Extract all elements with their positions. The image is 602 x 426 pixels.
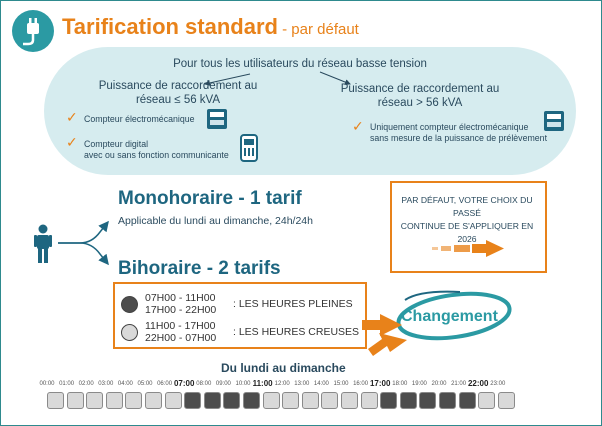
offpeak-times: 11H00 - 17H00 22H00 - 07H00 bbox=[145, 320, 217, 344]
timeline-hour-label: 13:00 bbox=[294, 381, 310, 387]
timeline-cell-off bbox=[321, 392, 338, 409]
checkmark-icon: ✓ bbox=[66, 134, 78, 150]
timeline-cell-off bbox=[67, 392, 84, 409]
timeline-cell-off bbox=[125, 392, 142, 409]
timeline-cell-off bbox=[478, 392, 495, 409]
timeline-hour-label: 23:00 bbox=[490, 381, 506, 387]
peak-label: : LES HEURES PLEINES bbox=[233, 298, 353, 310]
timeline-cell-off bbox=[282, 392, 299, 409]
timeline-cell-off bbox=[302, 392, 319, 409]
offpeak-label: : LES HEURES CREUSES bbox=[233, 326, 360, 338]
network-intro: Pour tous les utilisateurs du réseau basse tension bbox=[173, 58, 427, 70]
timeline-hour-label: 22:00 bbox=[467, 379, 489, 388]
timeline-cell-off bbox=[106, 392, 123, 409]
timeline-hour-label: 00:00 bbox=[39, 381, 55, 387]
timeline-hour-label: 02:00 bbox=[78, 381, 94, 387]
peak-times: 07H00 - 11H00 17H00 - 22H00 bbox=[145, 292, 217, 316]
timeline-cell-peak bbox=[223, 392, 240, 409]
checkmark-icon: ✓ bbox=[66, 109, 78, 125]
timeline-hour-label: 04:00 bbox=[117, 381, 133, 387]
change-label: Changement bbox=[401, 308, 498, 325]
timeline-hour-label: 03:00 bbox=[98, 381, 114, 387]
timeline-hour-label: 14:00 bbox=[313, 381, 329, 387]
timeline-hour-label: 17:00 bbox=[369, 379, 391, 388]
timeline-cell-peak bbox=[459, 392, 476, 409]
right-item-1: Uniquement compteur électromécanique sans mesure de la puissance de prélèvement bbox=[370, 122, 548, 143]
left-item-1: Compteur électromécanique bbox=[84, 114, 195, 124]
timeline-cell-peak bbox=[204, 392, 221, 409]
timeline-hour-label: 11:00 bbox=[252, 379, 273, 388]
timeline-cell-peak bbox=[380, 392, 397, 409]
timeline-hour-label: 07:00 bbox=[173, 379, 195, 388]
timeline-cell-off bbox=[47, 392, 64, 409]
timeline-cell-off bbox=[498, 392, 515, 409]
timeline-hour-label: 10:00 bbox=[235, 381, 251, 387]
page-subtitle: - par défaut bbox=[277, 21, 359, 38]
right-heading: Puissance de raccordement au réseau > 56 kVA bbox=[340, 83, 500, 109]
timeline-cell-peak bbox=[400, 392, 417, 409]
default-choice-text: PAR DÉFAUT, VOTRE CHOIX DU PASSÉ CONTINUE DE S'APPLIQUER EN 2026 bbox=[400, 195, 534, 244]
timeline-cell-off bbox=[263, 392, 280, 409]
timeline-cell-off bbox=[145, 392, 162, 409]
left-item-2: Compteur digital avec ou sans fonction communicante bbox=[84, 139, 229, 160]
timeline-hour-label: 21:00 bbox=[451, 381, 467, 387]
timeline-hour-label: 06:00 bbox=[157, 381, 173, 387]
timeline-hour-label: 18:00 bbox=[392, 381, 408, 387]
timeline-cell-off bbox=[341, 392, 358, 409]
timeline-cell-peak bbox=[419, 392, 436, 409]
left-heading: Puissance de raccordement au réseau ≤ 56 kVA bbox=[98, 80, 258, 106]
timeline-hour-label: 19:00 bbox=[411, 381, 427, 387]
timeline-hour-label: 09:00 bbox=[215, 381, 231, 387]
mono-description: Applicable du lundi au dimanche, 24h/24h bbox=[118, 215, 313, 227]
timeline-hour-label: 15:00 bbox=[333, 381, 349, 387]
timeline-cell-off bbox=[361, 392, 378, 409]
page-title: Tarification standard - par défaut bbox=[62, 14, 359, 39]
timeline-cell-peak bbox=[243, 392, 260, 409]
checkmark-icon: ✓ bbox=[352, 118, 364, 134]
bi-title: Bihoraire - 2 tarifs bbox=[118, 258, 281, 279]
timeline-cell-off bbox=[165, 392, 182, 409]
timeline-cell-peak bbox=[184, 392, 201, 409]
timeline-cell-off bbox=[86, 392, 103, 409]
timeline-hour-label: 16:00 bbox=[353, 381, 369, 387]
timeline-hour-label: 20:00 bbox=[431, 381, 447, 387]
mono-title: Monohoraire - 1 tarif bbox=[118, 188, 302, 209]
timeline-hour-label: 08:00 bbox=[196, 381, 212, 387]
timeline-hour-label: 01:00 bbox=[59, 381, 75, 387]
timeline-cell-peak bbox=[439, 392, 456, 409]
week-label: Du lundi au dimanche bbox=[221, 361, 346, 375]
timeline-hour-label: 12:00 bbox=[274, 381, 290, 387]
timeline-hour-label: 05:00 bbox=[137, 381, 153, 387]
